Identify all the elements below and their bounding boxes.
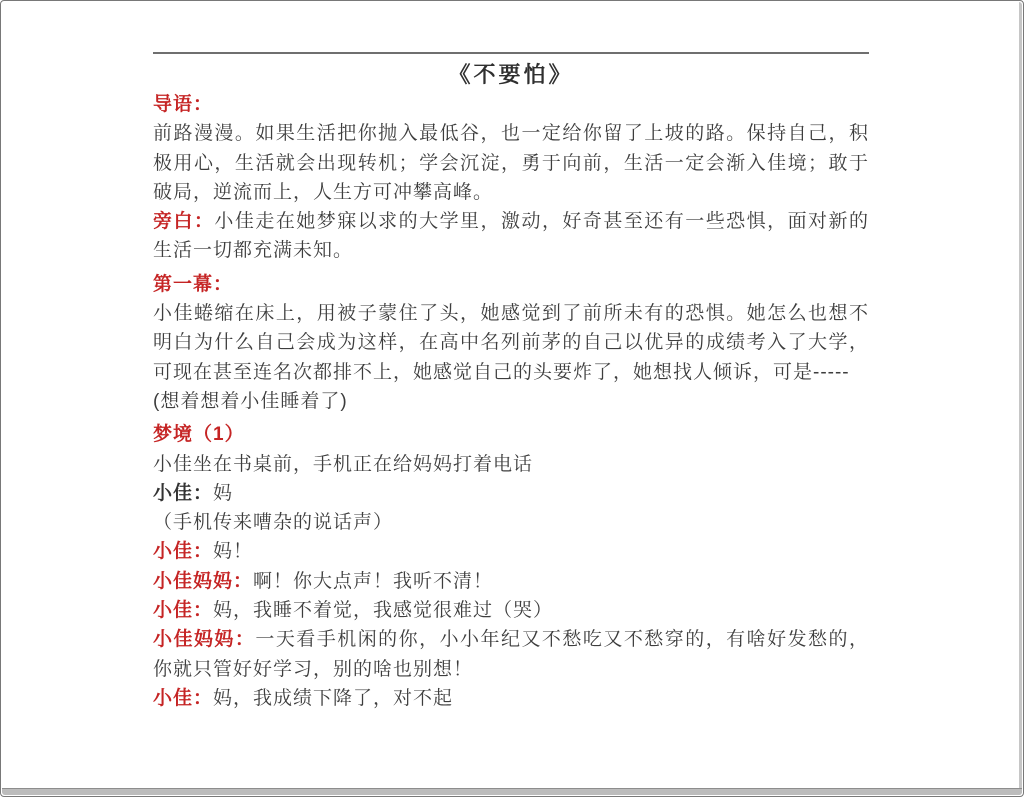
dialog-line [153, 537, 869, 566]
heading-text: 梦境（1） [153, 424, 245, 446]
line-text: 妈，我睡不着觉，我感觉很难过（哭） [213, 600, 554, 622]
speaker-label: 小佳妈妈： [153, 570, 254, 592]
line-text: 小佳走在她梦寐以求的大学里，激动，好奇甚至还有一些恐惧，面对新的生活一切都充满未知。 [153, 211, 869, 262]
line-text: 小佳坐在书桌前，手机正在给妈妈打着电话 [153, 453, 534, 475]
paragraph [153, 299, 869, 387]
speaker-label: 小佳： [153, 482, 214, 504]
dialog-line [153, 567, 869, 596]
paragraph [153, 119, 869, 207]
dialog-line [153, 684, 869, 713]
paragraph [153, 508, 869, 537]
header-rule [153, 52, 869, 54]
speaker-label: 小佳妈妈： [153, 629, 256, 651]
line-text: (想着想着小佳睡着了) [153, 390, 348, 412]
dialog-line [153, 479, 869, 508]
line-text: 前路漫漫。如果生活把你抛入最低谷，也一定给你留了上坡的路。保持自己，积极用心，生活就会出现转机；学会沉淀，勇于向前，生活一定会渐入佳境；敢于破局，逆流而上，人生方可冲攀高峰。 [153, 123, 869, 203]
line-text: 妈！ [213, 541, 254, 563]
heading-text: 第一幕： [153, 273, 234, 295]
section-heading [153, 420, 869, 449]
line-text: 啊！你大点声！我听不清！ [253, 570, 494, 592]
line-text: 小佳蜷缩在床上，用被子蒙住了头，她感觉到了前所未有的恐惧。她怎么也想不明白为什么自己会成为这样，在高中名列前茅的自己以优异的成绩考入了大学，可现在甚至连名次都排不上，她感觉自己的头要炸了，她想找人倾诉，可是----- [153, 303, 869, 383]
line-text: 妈，我成绩下降了，对不起 [213, 687, 454, 709]
window-bottom-edge [2, 788, 1022, 795]
line-text: 妈 [213, 482, 234, 504]
dialog-line [153, 596, 869, 625]
document-body [153, 90, 869, 713]
paragraph [153, 387, 869, 416]
speaker-label: 小佳： [153, 600, 214, 622]
section-heading [153, 270, 869, 299]
dialog-line [153, 625, 869, 684]
dialog-line [153, 207, 869, 266]
section-heading [153, 90, 869, 119]
paragraph [153, 450, 869, 479]
heading-text: 导语： [153, 94, 214, 115]
window-right-edge [1019, 2, 1022, 795]
line-text: （手机传来嘈杂的说话声） [153, 512, 394, 534]
speaker-label: 小佳： [153, 687, 214, 709]
speaker-label: 小佳： [153, 541, 214, 563]
document-title: 《不要怕》 [448, 62, 574, 87]
speaker-label: 旁白： [153, 211, 215, 233]
line-text: 一天看手机闲的你，小小年纪又不愁吃又不愁穿的，有啥好发愁的，你就只管好好学习，别的啥也别想！ [153, 629, 869, 680]
document-content [153, 1, 869, 713]
